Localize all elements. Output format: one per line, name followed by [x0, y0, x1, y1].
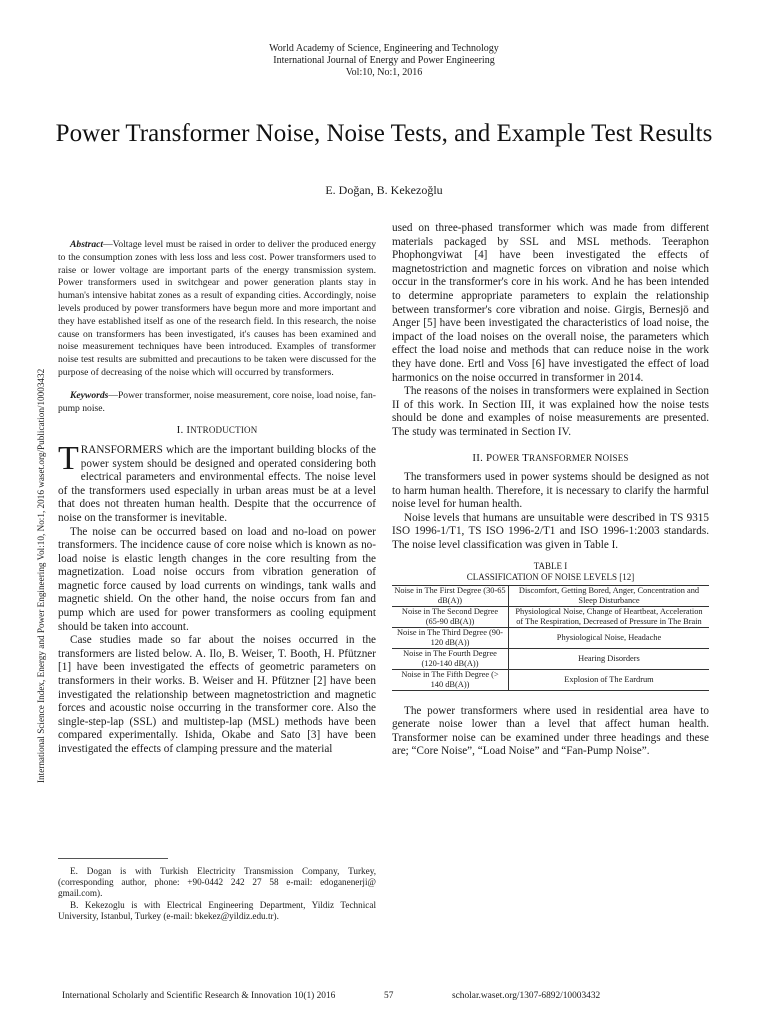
table-cell-effect: Explosion of The Eardrum [509, 669, 710, 690]
table-cell-level: Noise in The Third Degree (90-120 dB(A)) [392, 627, 509, 648]
abstract-block [58, 239, 376, 415]
table-row [392, 648, 709, 669]
abstract-label: Abstract [70, 239, 104, 250]
side-index-banner [36, 340, 48, 980]
table-noise-levels [392, 561, 709, 691]
side-index-text: International Science Index, Energy and Power Engineering Vol:10, No:1, 2016 waset.org/Publication/10003432 [36, 368, 46, 783]
noises-paragraph-3: The power transformers where used in residential area have to generate noise lower than a level that affect human health. Transformer noise can be examined under three headings and these are; “Core Noise”, “Load Noise” and “Fan-Pump Noise”. [392, 704, 709, 758]
page-number: 57 [384, 991, 394, 1001]
paper-title: Power Transformer Noise, Noise Tests, and Example Test Results [55, 120, 713, 147]
table-row [392, 627, 709, 648]
footnote-rule [58, 858, 168, 859]
table-cell-level: Noise in The Fifth Degree (> 140 dB(A)) [392, 669, 509, 690]
journal-header [0, 43, 768, 79]
intro-paragraph-3: Case studies made so far about the noises occurred in the transformers are listed below. A. Ilo, B. Weiser, T. Booth, H. Pfützner [1] have been investigated the effects of geometric parameters on transformers in their works. B. Weiser and H. Pfützner [2] have been investigated the relationship between magnetostriction and magnetic forces and acoustic noise occurring in the transformer core. Also the single-step-lap (SSL) and multistep-lap (MSL) methods have been compared experimentally. Ishida, Okabe and Sato [3] have been investigated the effects of clamping pressure and the material [58, 634, 376, 756]
footnote-author-2: B. Kekezoglu is with Electrical Engineering Department, Yildiz Technical University, Istanbul, Turkey (e-mail: bkekez@yildiz.edu.tr). [58, 900, 376, 921]
table-row [392, 585, 709, 606]
keywords-label: Keywords [70, 389, 109, 401]
noise-levels-table [392, 585, 709, 691]
noises-paragraph-1: The transformers used in power systems should be designed as not to harm human health. Therefore, it is necessary to clarify the harmful noise level for human health. [392, 471, 709, 511]
table-cell-effect: Physiological Noise, Change of Heartbeat, Acceleration of The Respiration, Decreased of Pressure in The Brain [509, 606, 710, 627]
table-cell-level: Noise in The Fourth Degree (120-140 dB(A)) [392, 648, 509, 669]
header-line-3: Vol:10, No:1, 2016 [345, 67, 423, 78]
right-paragraph-2: The reasons of the noises in transformers were explained in Section II of this work. In Section III, it was explained how the noise tests should be done and examples of noise measurements are presented. The study was terminated in Section IV. [392, 385, 709, 438]
table-row [392, 669, 709, 690]
footnote-author-1: E. Dogan is with Turkish Electricity Transmission Company, Turkey, (corresponding author, phone: +90-0442 242 27 58 e-mail: edoganenerji@ gmail.com). [58, 866, 376, 898]
footnotes [58, 866, 376, 923]
right-paragraph-1: used on three-phased transformer which was made from different materials packaged by SSL and MSL methods. Teeraphon Phophongviwat [4] have been investigated the effects of magnetostriction and magnetic forces on vibration and noise which occur in the transformer's core in his work. And he has been intended to determine appropriate parameters to explain the relationship between transformer's core vibration and noise. Girgis, Bernesjö and Anger [5] have been investigated the characteristics of load noise, the impact of the load noises on the overall noise, the parameters which effect the load noise and methods that can reduce noise in the work they have done. Ertl and Voss [6] have investigated the effect of load harmonics on the noise occurred in transformer in 2014. [392, 222, 709, 384]
table-cell-effect: Physiological Noise, Headache [509, 627, 710, 648]
footer-right: scholar.waset.org/1307-6892/10003432 [452, 991, 601, 1001]
drop-cap: T [58, 439, 79, 477]
table-cell-level: Noise in The Second Degree (65-90 dB(A)) [392, 606, 509, 627]
author-list: E. Doğan, B. Kekezoğlu [325, 183, 443, 197]
footer-left: International Scholarly and Scientific Research & Innovation 10(1) 2016 [62, 991, 336, 1001]
table-cell-effect: Hearing Disorders [509, 648, 710, 669]
table-cell-level: Noise in The First Degree (30-65 dB(A)) [392, 585, 509, 606]
section-heading-noises: II. POWER TRANSFORMER NOISES [472, 451, 629, 464]
keywords-text: —Power transformer, noise measurement, core noise, load noise, fan-pump noise. [58, 389, 376, 414]
right-column [392, 222, 709, 759]
section-heading-introduction: I. INTRODUCTION [176, 424, 258, 437]
intro-paragraph-2: The noise can be occurred based on load and no-load on power transformers. The incidence cause of core noise which is known as no-load noise is elastic length changes in the core resulting from the magnetization. Load noise occurs from vibration generation of magnetic force caused by load currents on windings, tank walls and magnetic shield. On the other hand, the noise occurs from fan and pump which are used for power transformers as cooling equipment should be taken into account. [58, 525, 376, 633]
table-caption: CLASSIFICATION OF NOISE LEVELS [12] [466, 571, 635, 582]
table-cell-effect: Discomfort, Getting Bored, Anger, Concentration and Sleep Disturbance [509, 585, 710, 606]
header-line-2: International Journal of Energy and Power Engineering [273, 55, 495, 66]
header-line-1: World Academy of Science, Engineering and Technology [269, 43, 499, 54]
left-column [58, 239, 376, 757]
table-label: TABLE I [533, 560, 568, 571]
abstract-text: —Voltage level must be raised in order to deliver the produced energy to the consumption zones with less loss and less cost. Power transformers used to raise or lower voltage are important parts of the energy transmission system. Power transformers used in switchgear and power generation plants stay in human's intensive habitat zones as a result of expanding cities. Accordingly, noise levels produced by power transformers have begun more and more important and they have established itself as one of the research field. In this research, the noise cause on transformers has been investigated, it's causes has been examined and noise measurement techniques have been introduced. Examples of transformer noise test results are submitted and precautions to be taken were discussed for the purpose of decreasing of the noise which will occurred by transformers. [58, 239, 376, 378]
intro-paragraph-1: TRANSFORMERS which are the important building blocks of the power system should be designed and operated considering both electrical parameters and environmental effects. The noise level of the transformers used especially in urban areas must be at a level that does not threaten human health. Despite that the occurrence of noise on the transformer is inevitable. [58, 439, 376, 524]
noises-paragraph-2: Noise levels that humans are unsuitable were described in TS 9315 ISO 1996-1/T1, TS ISO 1996-2/T1 and ISO 1996-1:2003 standards. The noise level classification was given in Table I. [392, 511, 709, 552]
table-row [392, 606, 709, 627]
